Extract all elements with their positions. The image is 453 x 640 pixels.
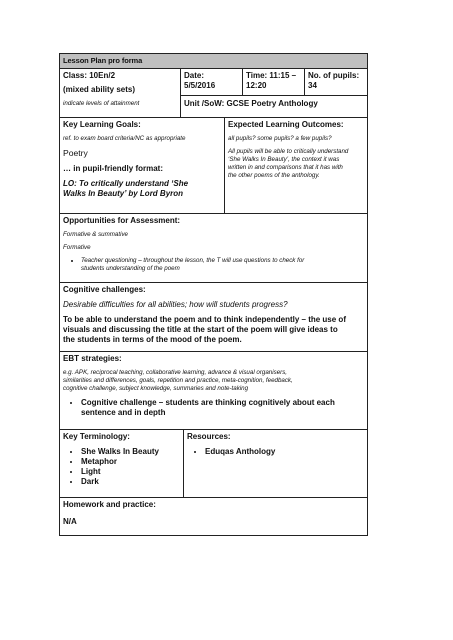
list-item: • Dark [81,477,180,487]
assessment-heading: Opportunities for Assessment: [63,216,181,225]
list-item: • Eduqas Anthology [205,447,364,457]
date-cell [181,69,243,95]
outcomes-question: all pupils? some pupils? a few pupils? [228,135,332,142]
outcomes-heading: Expected Learning Outcomes: [228,120,344,129]
mixed-ability-label: (mixed ability sets) [63,85,136,94]
assessment-row [60,214,367,283]
time-label: Time: 11:15 – [246,71,297,80]
outcomes-line4: the other poems of the anthology. [228,172,320,179]
class-cell [60,69,181,117]
date-time-row [181,69,367,96]
outcomes-line1: All pupils will be able to critically understand [228,148,349,155]
meta-area [181,69,367,117]
list-item: • Light [81,467,180,477]
pupil-friendly-label: … in pupil-friendly format: [63,163,163,173]
ebt-line3: cognitive challenge, subject knowledge, summaries and note-taking [63,385,249,392]
time-value: 12:20 [246,81,267,90]
cognitive-line2: visuals and discussing the title at the start of the poem will give ideas to [63,325,338,334]
cognitive-line3: the students in terms of the mood of the poem. [63,335,242,344]
date-label: Date: [184,71,205,80]
resources-list [187,447,364,457]
pupils-value: 34 [308,81,317,90]
resources-cell [184,430,367,497]
assessment-formative-summative: Formative & summative [63,231,128,238]
terminology-list [63,447,180,487]
assessment-formative: Formative [63,244,91,251]
homework-value: N/A [63,517,77,526]
outcomes-cell [225,118,367,213]
date-value: 5/5/2016 [184,81,216,90]
list-item: • Teacher questioning – throughout the lesson, the T will use questions to check for students understanding of the poem [81,257,364,273]
ebt-row [60,352,367,430]
ebt-line1: e.g. APK, reciprocal teaching, collaborative learning, advance & visual organisers, [63,369,288,376]
time-cell [243,69,305,95]
learning-objective-line2: Walks In Beauty’ by Lord Byron [63,188,184,198]
list-item: • Cognitive challenge – students are thinking cognitively about each sentence and in depth [81,398,364,418]
class-label: Class: 10En/2 [63,71,116,80]
cognitive-line1: To be able to understand the poem and to think independently – the use of [63,315,346,324]
pupils-cell [305,69,367,95]
homework-row [60,498,367,535]
ebt-line2: similarities and differences, goals, repetition and practice, meta-cognition, feedback, [63,377,293,384]
cognitive-heading: Cognitive challenges: [63,285,146,294]
details-row [60,69,367,118]
list-item: • She Walks In Beauty [81,447,180,457]
unit-label: Unit /SoW: GCSE Poetry Anthology [184,99,318,108]
form-title: Lesson Plan pro forma [63,56,143,65]
outcomes-line3: written in and comparisons that it has with [228,164,343,171]
goals-cell [60,118,225,213]
lesson-plan-table [59,53,368,536]
list-item: • Metaphor [81,457,180,467]
assessment-list [63,257,364,273]
table-header [60,54,367,69]
goals-subject: Poetry [63,148,88,158]
terminology-cell [60,430,184,497]
learning-objective-line1: LO: To critically understand ‘She [63,178,189,188]
cognitive-question: Desirable difficulties for all abilities; how will students progress? [63,300,288,309]
goals-row [60,118,367,214]
homework-heading: Homework and practice: [63,500,156,509]
attainment-note: indicate levels of attainment [63,100,140,107]
pupils-label: No. of pupils: [308,71,360,80]
outcomes-line2: ‘She Walks In Beauty’, the context it was [228,156,340,163]
resources-heading: Resources: [187,432,231,441]
terminology-resources-row [60,430,367,498]
ebt-heading: EBT strategies: [63,354,122,363]
goals-ref: ref. to exam board criteria/NC as appropriate [63,135,186,142]
terminology-heading: Key Terminology: [63,432,130,441]
goals-heading: Key Learning Goals: [63,120,141,129]
ebt-list [63,398,364,418]
cognitive-row [60,283,367,352]
